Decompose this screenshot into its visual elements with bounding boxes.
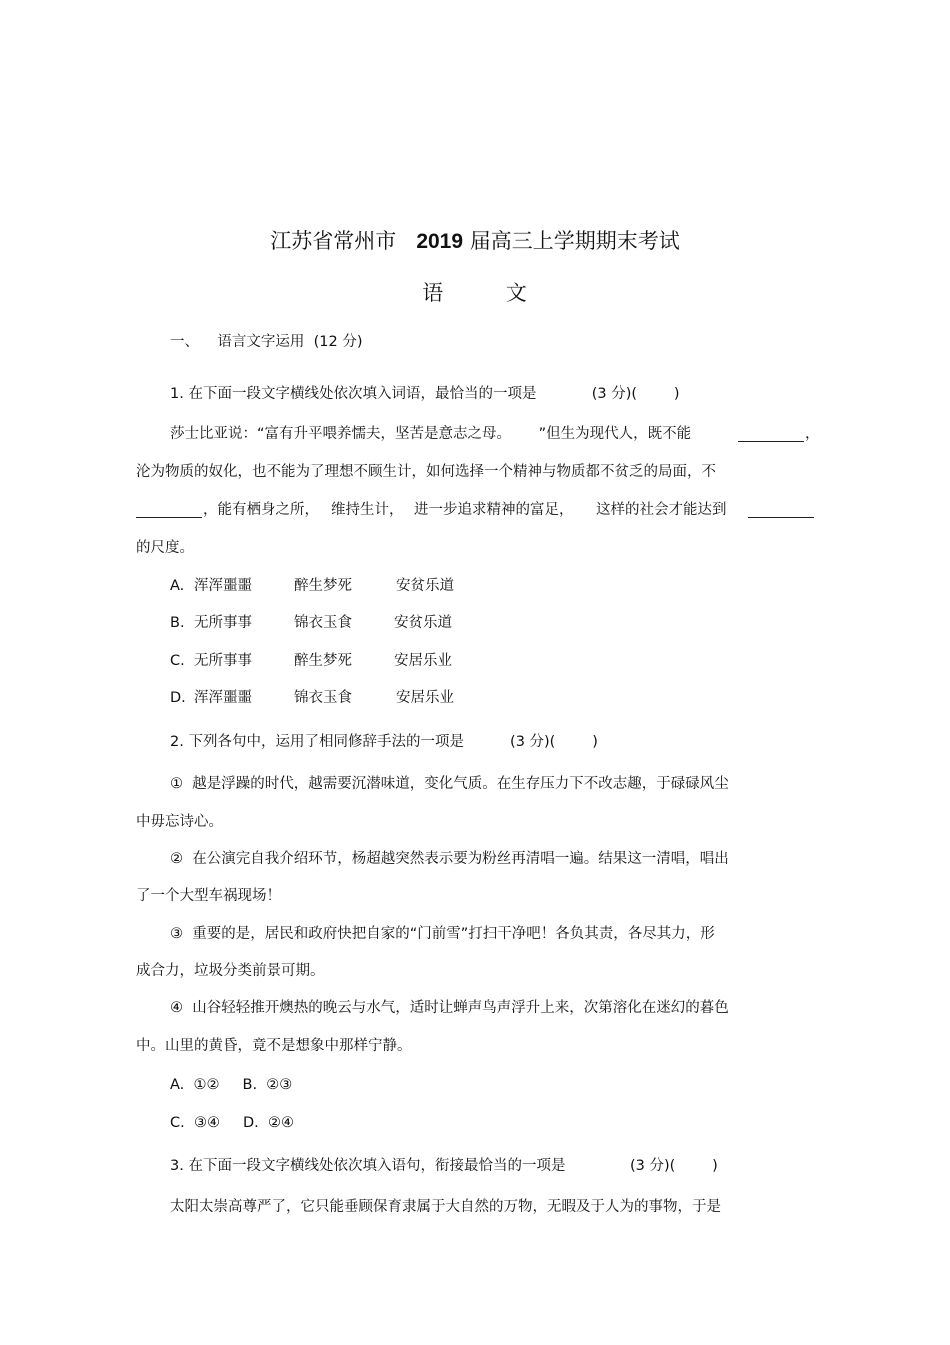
- q1-option-b-word1: 无所事事: [194, 615, 252, 631]
- q1-option-b-word3: 安贫乐道: [394, 615, 452, 631]
- q2-sentence3-line2: 成合力，垃圾分类前景可期。: [136, 963, 325, 979]
- q1-stem: 1. 在下面一段文字横线处依次填入词语，最恰当的一项是 (3 分)( ): [170, 386, 680, 402]
- q1-para-line3d: 这样的社会才能达到: [596, 502, 727, 518]
- q1-option-a-word3: 安贫乐道: [396, 578, 454, 594]
- q1-option-d-word1: 浑浑噩噩: [194, 690, 252, 706]
- q1-blank-2: [136, 517, 202, 518]
- option-letter: B.: [170, 615, 185, 631]
- q2-sentence1-line2: 中毋忘诗心。: [136, 814, 223, 830]
- title-year: 2019: [416, 230, 464, 253]
- option-letter: D.: [170, 690, 186, 706]
- q1-para-line1-comma: ，: [805, 426, 820, 442]
- q1-para-line1: 莎士比亚说：“富有升平喂养懦夫，坚苦是意志之母。 ”但生为现代人，既不能: [170, 426, 692, 442]
- q2-sentence1-line1: ① 越是浮躁的时代，越需要沉潜味道，变化气质。在生存压力下不改志趣，于碌碌风尘: [170, 776, 729, 792]
- q3-stem: 3. 在下面一段文字横线处依次填入语句，衔接最恰当的一项是 (3 分)( ): [170, 1158, 718, 1174]
- q1-option-c: [170, 652, 185, 670]
- q2-sentence2-line2: 了一个大型车祸现场！: [136, 888, 281, 904]
- q1-para-line3c: 进一步追求精神的富足，: [414, 502, 574, 518]
- q2-sentence3-line1: ③ 重要的是，居民和政府快把自家的“门前雪”打扫干净吧！各负其责，各尽其力，形: [170, 926, 715, 942]
- document-subtitle: 语 文: [422, 281, 528, 305]
- q1-option-c-word3: 安居乐业: [394, 653, 452, 669]
- q1-para-line2: 沦为物质的奴化，也不能为了理想不顾生计，如何选择一个精神与物质都不贫乏的局面，不: [136, 464, 716, 480]
- q1-para-line3a: ，能有栖身之所，: [203, 502, 319, 518]
- q2-sentence4-line2: 中。山里的黄昏，竟不是想象中那样宁静。: [136, 1038, 412, 1054]
- section1-heading: 一、 语言文字运用 (12 分): [170, 334, 363, 350]
- q1-option-c-word2: 醉生梦死: [294, 653, 352, 669]
- q2-sentence2-line1: ② 在公演完自我介绍环节，杨超越突然表示要为粉丝再清唱一遍。结果这一清唱，唱出: [170, 851, 729, 867]
- q1-option-b-word2: 锦衣玉食: [294, 615, 352, 631]
- q1-option-a-word2: 醉生梦死: [294, 578, 352, 594]
- q2-options-cd: C. ③④ D. ②④: [170, 1115, 294, 1131]
- q3-para-line1: 太阳太崇高尊严了，它只能垂顾保育隶属于大自然的万物，无暇及于人为的事物，于是: [170, 1199, 721, 1215]
- q1-option-c-word1: 无所事事: [194, 653, 252, 669]
- document-title: [0, 228, 950, 255]
- q1-option-d-word2: 锦衣玉食: [294, 690, 352, 706]
- q1-option-a-word1: 浑浑噩噩: [194, 578, 252, 594]
- option-letter: A.: [170, 578, 185, 594]
- q1-blank-1: [738, 441, 804, 442]
- q1-para-line3b: 维持生计，: [331, 502, 404, 518]
- title-part2: 届高三上学期期末考试: [469, 229, 680, 253]
- q2-options-ab: A. ①② B. ②③: [170, 1077, 293, 1093]
- q2-stem: 2. 下列各句中，运用了相同修辞手法的一项是 (3 分)( ): [170, 734, 598, 750]
- title-part1: 江苏省常州市: [270, 229, 397, 253]
- q2-sentence4-line1: ④ 山谷轻轻推开燠热的晚云与水气，适时让蝉声鸟声浮升上来，次第溶化在迷幻的暮色: [170, 1000, 729, 1016]
- q1-option-a: [170, 577, 184, 595]
- q1-option-d: [170, 689, 186, 707]
- q1-option-d-word3: 安居乐业: [396, 690, 454, 706]
- q1-option-b: [170, 614, 185, 632]
- q1-blank-3: [748, 517, 814, 518]
- option-letter: C.: [170, 653, 185, 669]
- q1-para-line4: 的尺度。: [136, 540, 194, 556]
